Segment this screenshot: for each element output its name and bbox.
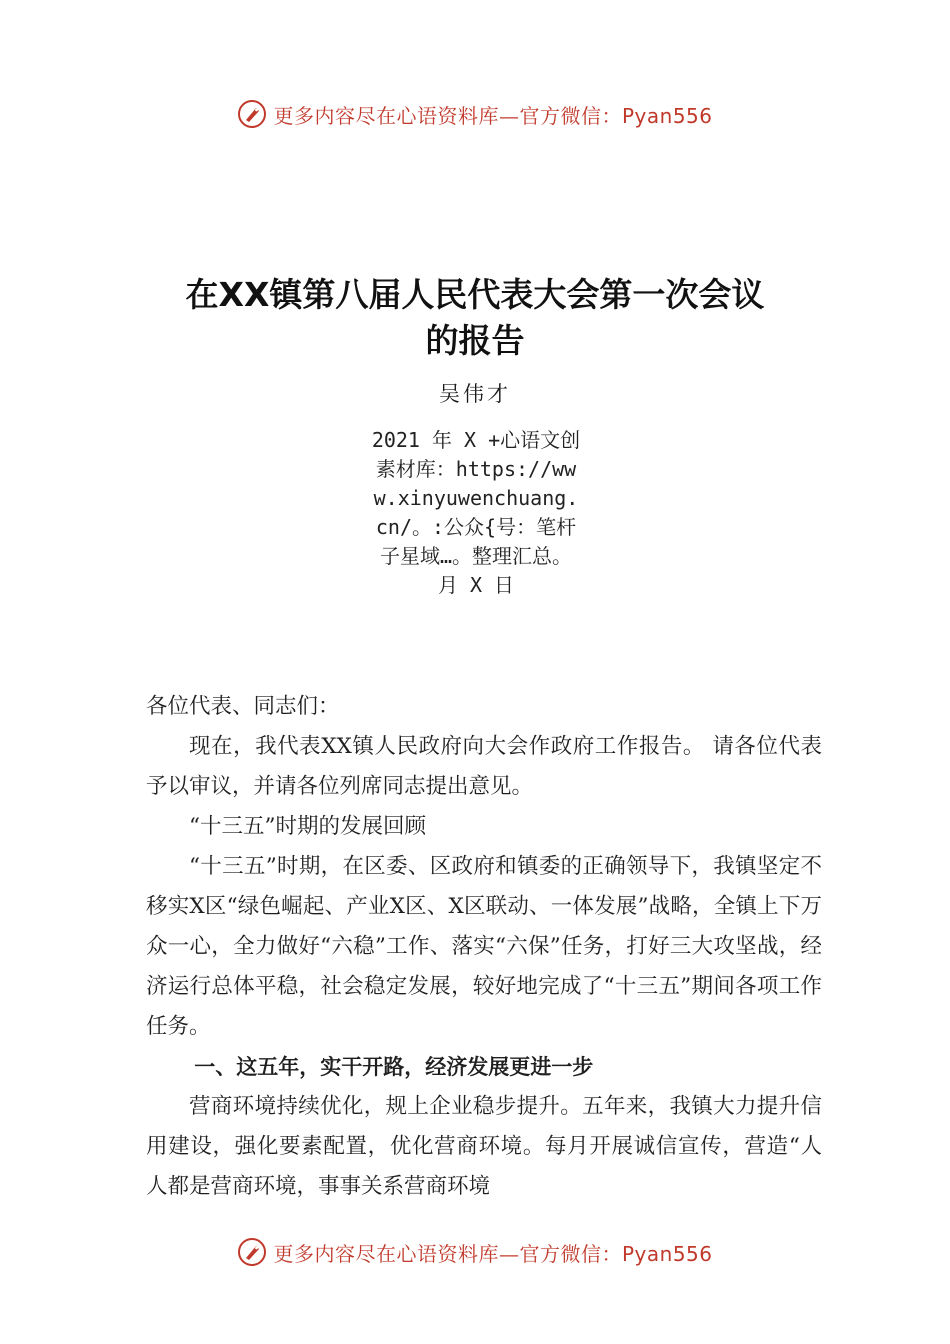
footer-promo-label: 更多内容尽在心语资料库—官方微信： bbox=[273, 1241, 622, 1266]
banner-promo-label: 更多内容尽在心语资料库—官方微信： bbox=[273, 103, 622, 128]
salutation: 各位代表、同志们： bbox=[146, 694, 340, 719]
paragraph-review: “十三五”时期，在区委、区政府和镇委的正确领导下，我镇坚定不移实X区“绿色崛起、产业X区、X区联动、一体发展”战略，全镇上下万众一心，全力做好“六稳”工作、落实“六保”任务，打好三大攻坚战，经济运行总体平稳，社会稳定发展，较好地完成了“十三五”期间各项工作任务。 bbox=[146, 854, 822, 1039]
header-banner bbox=[0, 94, 950, 134]
footer-weixin-id: Pyan556 bbox=[621, 1241, 713, 1266]
date-block: 2021 年 X +心语文创素材库：https://www.xinyuwenchuang.cn/。:公众{号：笔杆子星域…。整理汇总。月 X 日 bbox=[371, 428, 581, 597]
footer-banner bbox=[0, 1232, 950, 1272]
paragraph-intro: 现在，我代表XX镇人民政府向大会作政府工作报告。 请各位代表予以审议，并请各位列席同志提出意见。 bbox=[146, 734, 822, 799]
paragraph-business-environment: 营商环境持续优化，规上企业稳步提升。五年来，我镇大力提升信用建设，强化要素配置，优化营商环境。每月开展诚信宣传，营造“人人都是营商环境，事事关系营商环境 bbox=[146, 1094, 822, 1199]
title-line-2: 的报告 bbox=[425, 321, 525, 360]
document-body bbox=[146, 687, 822, 1207]
banner-promo-text bbox=[273, 100, 712, 129]
document-title bbox=[100, 272, 850, 364]
footer-promo-text bbox=[273, 1238, 712, 1267]
section-review-heading: “十三五”时期的发展回顾 bbox=[189, 814, 426, 839]
pen-nib-logo-icon bbox=[237, 99, 267, 129]
title-line-1: 在XX镇第八届人民代表大会第一次会议 bbox=[185, 275, 765, 314]
section-heading-1: 一、这五年，实干开路，经济发展更进一步 bbox=[194, 1055, 594, 1079]
banner-weixin-id: Pyan556 bbox=[621, 103, 713, 128]
author-name: 吴伟才 bbox=[439, 382, 511, 406]
pen-nib-logo-icon bbox=[237, 1237, 267, 1267]
